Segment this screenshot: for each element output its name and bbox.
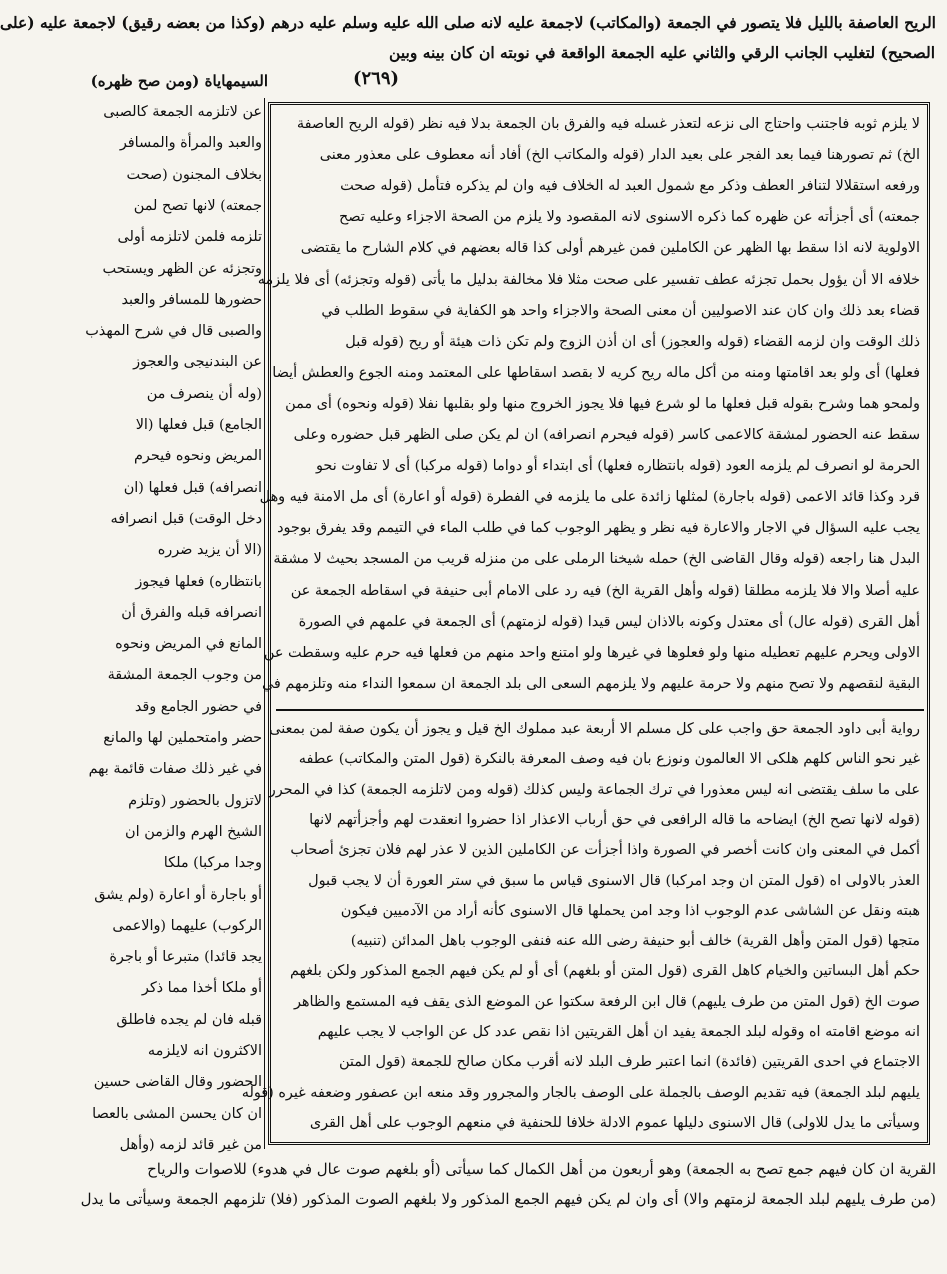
side-text-line: حضورها للمسافر والعبد [121, 291, 262, 308]
side-text-line: عن لاتلزمه الجمعة كالصبى [103, 104, 262, 120]
side-text-line: الاكثرون انه لايلزمه [147, 1043, 262, 1059]
main-text-line: فعلها) أى ولو بعد اقامتها ومنه من أكل ماله ريح كريه لا بقصد اسقاطها على المعتمد ومنه الجوع والعطش أيضا [272, 364, 920, 381]
footer-text-line: (من طرف يليهم لبلد الجمعة لزمتهم والا) أى وان لم يكن فيهم الجمع المذكور ولا بلغهم الصوت المذكور (فلا) تلزمهم الجمعة وسيأتى ما يدل [80, 1190, 936, 1208]
lower-text-line: متجها (قول المتن وأهل القرية) خالف أبو حنيفة رضى الله عنه فنفى الوجوب باهل المدائن (تنبيه) [350, 933, 920, 950]
side-text-line: (وله أن ينصرف من [146, 385, 262, 402]
side-text-line: الحضور وقال القاضى حسين [93, 1074, 262, 1091]
main-text-line: البقية لنقصهم ولا تصح منهم ولا حرمة عليهم ولا يلزمهم السعى الى بلد الجمعة ان سمعوا النداء منه وتلزمهم في [261, 675, 920, 692]
side-text-line: من غير قائد لزمه (وأهل [119, 1136, 262, 1153]
main-text-line: عليه أصلا والا فلا يلزمه مطلقا (قوله وأهل القرية الخ) فيه رد على الامام أبى حنيفة في اسقاطه الجمعة عن [290, 582, 920, 599]
side-text-line: في حضور الجامع وقد [134, 698, 262, 715]
lower-text-line: غير نحو الناس كلهم هلكى الا العالمون ونوزع بان فيه وصف المعرفة بالنكرة (قول المتن والمكاتب) عطفه [298, 751, 920, 768]
side-text-line: لاتزول بالحضور (وتلزم [128, 792, 262, 809]
section-separator [276, 709, 924, 711]
side-text-line: أو ملكا أخذا مما ذكر [141, 980, 262, 997]
header-line-2-left: السيمهاياة (ومن صح ظهره) [90, 72, 268, 90]
main-text-line: البدل هنا راجعه (قوله وقال القاضى الخ) حمله شيخنا الرملى على من منزله قريب من المسجد بحيث لا مشقة [273, 551, 920, 568]
side-text-line: (الا أن يزيد ضرره [157, 542, 262, 559]
side-text-line: انصرافه قبله والفرق أن [121, 604, 262, 621]
main-text-line: لا يلزم ثوبه فاجتنب واحتاج الى نزعه لتعذر غسله فيه والفرق بان الجمعة بدلا فيه نظر (قوله الريح العاصفة [296, 116, 920, 132]
side-text-line: جمعته) لانها تصح لمن [133, 197, 262, 214]
side-text-line: يجد قائدا) متبرعا أو باجرة [109, 949, 262, 966]
side-text-line: المانع في المريض ونحوه [115, 636, 262, 653]
header-line-2-right: الصحيح) لتغليب الجانب الرقي والثاني عليه الجمعة الواقعة في نوبته ان كان بينه وبين [389, 43, 935, 62]
side-text-line: الشيخ الهرم والزمن ان [125, 823, 262, 840]
main-text-line: خلافه الا أن يؤول بحمل تجزئه عطف تفسير على صحت مثلا فلا مخالفة بدليل ما يأتى (قوله وتجزئه) أى فلا يلزمه [257, 271, 920, 288]
frame-left-rule [264, 98, 266, 1149]
main-text-line: قرد وكذا قائد الاعمى (قوله باجارة) لمثلها زائدة على ما يلزمه في الفطرة (قوله أو اعارة) أى مل الامنة فيه وهل [259, 489, 920, 506]
side-text-line: في غير ذلك صفات قائمة بهم [88, 761, 262, 778]
main-text-line: ذلك الوقت وان لزمه القضاء (قوله والعجوز) أى ان أذن الزوج ولم تكن ذات هيئة أو ريح (قوله قبل [345, 333, 920, 350]
lower-text-line: على ما سلف يقتضى انه ليس معذورا في ترك الجماعة وليس كذلك (قوله ومن لاتلزمه الجمعة) كذا في المحرر [268, 781, 920, 798]
main-text-line: يجب عليه السؤال في الاجار والاعارة فيه نظر و يظهر الوجوب كما في طلب الماء في التيمم وقد يفرق بوجود [277, 520, 920, 537]
side-text-line: وجدا مركبا) ملكا [163, 855, 262, 872]
footer-text-line: القرية ان كان فيهم جمع تصح به الجمعة) وهو أربعون من أهل الكمال كما سيأتى (أو بلغهم صوت عال في هدوء) للاصوات والرياح [147, 1160, 936, 1178]
side-text-line: المريض ونحوه فيحرم [133, 448, 262, 465]
side-text-line: الجامع) قبل فعلها (الا [135, 417, 262, 433]
side-text-line: قبله فان لم يجده فاطلق [116, 1011, 262, 1028]
side-text-line: والصبى قال في شرح المهذب [85, 323, 262, 340]
main-text-line: جمعته) أى أجزأته عن ظهره كما ذكره الاسنوى لانه المقصود ولا يلزم من الصحة الاجزاء وعليه تصح [338, 209, 920, 226]
lower-text-line: صوت الخ (قول المتن من طرف يليهم) قال ابن الرفعة سكتوا عن الموضع الذى يقف فيه المستمع والظاهر [293, 993, 920, 1010]
main-text-line: الخ) ثم تصورهنا فيما بعد الفجر على بعيد الدار (قوله والمكاتب الخ) أفاد أنه معطوف على معذور معنى [319, 147, 920, 164]
lower-text-line: الاجتماع في احدى القريتين (فائدة) انما اعتبر طرف البلد لانه أقرب مكان صالح للجمعة (قول المتن [338, 1054, 920, 1071]
main-text-line: الحرمة لو انصرف لم يلزمه العود (قوله بانتظاره فعلها) أى ابتداء أو دواما (قوله مركبا) أى لا تفاوت نحو [315, 458, 920, 475]
side-text-line: من وجوب الجمعة المشقة [107, 667, 262, 684]
side-text-line: أو باجارة أو اعارة (ولم يشق [94, 886, 262, 903]
side-text-line: انصرافه) قبل فعلها (ان [123, 479, 262, 496]
lower-text-line: انه موضع اقامته اه وقوله لبلد الجمعة يفيد ان أهل القريتين اذا نقص عدد كل عن الواجب لا يجب عليهم [317, 1024, 920, 1040]
page-number: (٢٦٩) [352, 68, 400, 89]
lower-text-line: رواية أبى داود الجمعة حق واجب على كل مسلم الا أربعة عبد مملوك الخ قيل و يجوز أن يكون صفة لمن بمعنى [269, 721, 920, 737]
side-text-line: عن البندنيجى والعجوز [133, 354, 262, 371]
main-text-line: سقط عنه الحضور لمشقة كالاعمى كاسر (قوله فيحرم انصرافه) ان لم يكن صلى الظهر قبل حضوره وعلى [293, 427, 920, 443]
side-text-line: والعبد والمرأة والمسافر [119, 135, 262, 152]
header-line-1: الريح العاصفة بالليل فلا يتصور في الجمعة (والمكاتب) لاجمعة عليه لانه صلى الله عليه وسلم عليه درهم (وكذا من بعضه رقيق) لاجمعة عليه (على [0, 13, 936, 32]
side-text-line: دخل الوقت) قبل انصرافه [110, 510, 262, 527]
main-text-line: قضاء بعد ذلك وان كان عند الاصوليين أن معنى الصحة والاجزاء واحد هو الكفاية في سقوط الطلب في [321, 302, 920, 319]
side-text-line: حضر وامتحملين لها والمانع [103, 730, 262, 746]
lower-text-line: أكمل في المعنى وان كانت أخصر في الصورة واذا أجزأت عن الكاملين الذين لا عذر لهم فلان تجزئ أصحاب [290, 842, 920, 859]
main-text-line: أهل القرى (قوله عال) أى معتدل وكونه بالاذان ليس قيدا (قوله لزمتهم) أى الجمعة في علمهم في الصورة [298, 613, 920, 630]
side-text-line: تلزمه فلمن لاتلزمه أولى [117, 229, 262, 246]
side-text-line: بخلاف المجنون (صحت [126, 166, 262, 183]
side-text-line: الركوب) عليهما (والاعمى [112, 917, 262, 934]
lower-text-line: العذر بالاولى اه (قول المتن ان وجد امركبا) قال الاسنوى قياس ما سبق في ستر العورة أن لا يجب قبول [308, 872, 920, 889]
main-text-line: الاولوية لانه اذا سقط بها الظهر عن الكاملين فمن غيرهم أولى كذا قاله بعضهم في كلام الشارح ما يقتضى [300, 240, 920, 257]
lower-text-line: وسيأتى ما يدل للاولى) قال الاسنوى دليلها عموم الادلة خلافا للحنفية في منعهم الوجوب على أهل القرى [309, 1114, 920, 1131]
main-text-line: الاولى ويحرم عليهم تعطيله منها ولو فعلوها في غيرها ولو امتنع واحد منهم من فعلها فيه حرم عليه وسقطت عن [263, 644, 920, 661]
side-text-line: ان كان يحسن المشى بالعصا [92, 1105, 262, 1122]
main-text-line: ورفعه استقلالا لتنافر العطف وذكر مع شمول العبد له الخلاف فيه وان لم يذكره فتأمل (قوله صحت [340, 178, 920, 195]
lower-text-line: حكم أهل البساتين والخيام كاهل القرى (قول المتن أو بلغهم) أى أو لم يكن فيهم الجمع المذكور ولكن بلغهم [289, 963, 920, 980]
lower-text-line: هبته ونقل عن الشاشى عدم الوجوب اذا وجد امن يحملها قال الاسنوى كأنه أراد من الآدميين فيكون [340, 902, 920, 919]
side-text-line: بانتظاره) فعلها فيجوز [135, 573, 262, 590]
lower-text-line: (قوله لانها تصح الخ) ايضاحه ما قاله الرافعى في حق أرباب الاعذار اذا حضروا انعقدت لهم وأجزأتهم لانها [309, 811, 920, 828]
lower-text-line: يليهم لبلد الجمعة) فيه تقديم الوصف بالجملة على الوصف بالجار والمجرور وقد منعه ابن عصفور وضعفه غيره (قوله [241, 1084, 920, 1101]
side-text-line: وتجزئه عن الظهر ويستحب [102, 260, 262, 277]
main-text-line: ولمحو هما وشرح بقوله قبل فعلها ما لو شرع فيها فلا يجوز الخروج منها ولو بقلبها نفلا (قوله ونحوه) أى ممن [285, 395, 920, 412]
